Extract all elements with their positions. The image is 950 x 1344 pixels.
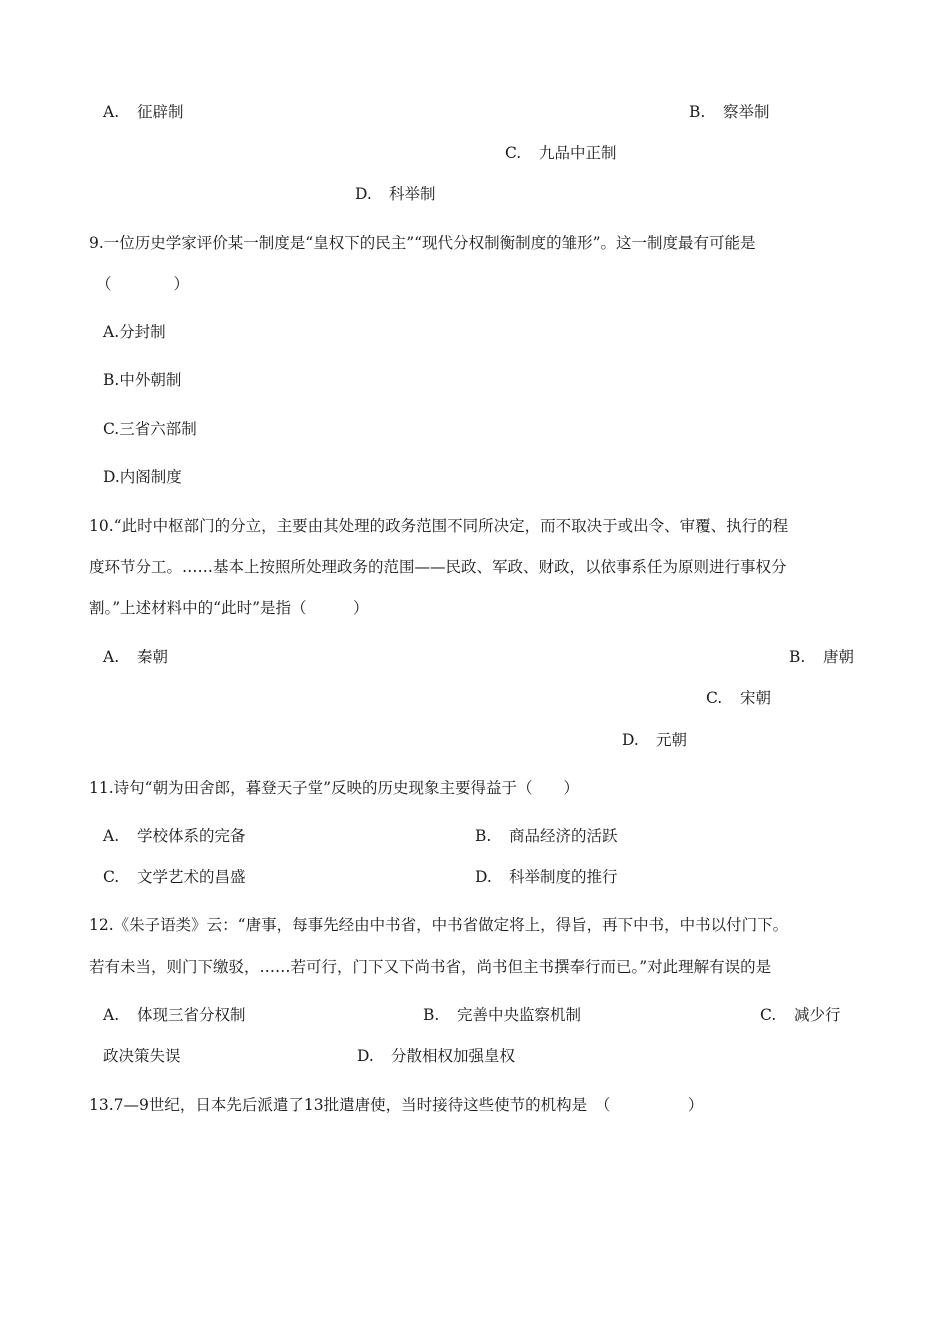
q12-option-a: A. 体现三省分权制: [103, 1006, 246, 1024]
q10-stem-line2: 度环节分工。……基本上按照所处理政务的范围——民政、军政、财政，以依事系任为原则进行事权分: [89, 558, 787, 576]
q10-option-a: A. 秦朝: [103, 648, 169, 666]
q10-stem-line3: 割。”上述材料中的“此时”是指（ ）: [89, 599, 369, 617]
q11-option-c: C. 文学艺术的昌盛: [103, 868, 246, 886]
q10-option-c: C. 宋朝: [706, 689, 772, 707]
q10-option-b: B. 唐朝: [789, 648, 855, 666]
q13-stem: 13.7—9世纪，日本先后派遣了13批遣唐使，当时接待这些使节的机构是 （ ）: [89, 1096, 704, 1114]
q9-option-a: A.分封制: [103, 323, 166, 341]
q10-stem-line1: 10.“此时中枢部门的分立，主要由其处理的政务范围不同所决定，而不取决于或出令、审覆、执行的程: [89, 517, 789, 535]
q9-stem-line2: （ ）: [96, 275, 190, 293]
q11-option-b: B. 商品经济的活跃: [475, 827, 618, 845]
q12-option-c-continued: 政决策失误: [103, 1047, 181, 1065]
q9-option-b: B.中外朝制: [103, 371, 182, 389]
q12-stem-line2: 若有未当，则门下缴驳，……若可行，门下又下尚书省，尚书但主书撰奉行而已。”对此理解有误的是: [89, 958, 772, 976]
q12-stem-line1: 12.《朱子语类》云：“唐事，每事先经由中书省，中书省做定将上，得旨，再下中书，中书以付门下。: [89, 916, 789, 934]
q8-option-b: B. 察举制: [689, 103, 770, 121]
q11-option-d: D. 科举制度的推行: [475, 868, 618, 886]
q11-stem: 11.诗句“朝为田舍郎，暮登天子堂”反映的历史现象主要得益于（ ）: [89, 779, 580, 797]
q10-option-d: D. 元朝: [622, 731, 688, 749]
q9-option-d: D.内阁制度: [103, 468, 182, 486]
q9-option-c: C.三省六部制: [103, 420, 197, 438]
q9-stem-line1: 9.一位历史学家评价某一制度是“皇权下的民主”“现代分权制衡制度的雏形”。这一制度最有可能是: [89, 234, 756, 252]
q8-option-a: A. 征辟制: [103, 103, 184, 121]
q8-option-d: D. 科举制: [355, 185, 436, 203]
q8-option-c: C. 九品中正制: [505, 144, 617, 162]
q12-option-c: C. 减少行: [760, 1006, 841, 1024]
q12-option-d: D. 分散相权加强皇权: [357, 1047, 516, 1065]
q11-option-a: A. 学校体系的完备: [103, 827, 246, 845]
q12-option-b: B. 完善中央监察机制: [423, 1006, 582, 1024]
